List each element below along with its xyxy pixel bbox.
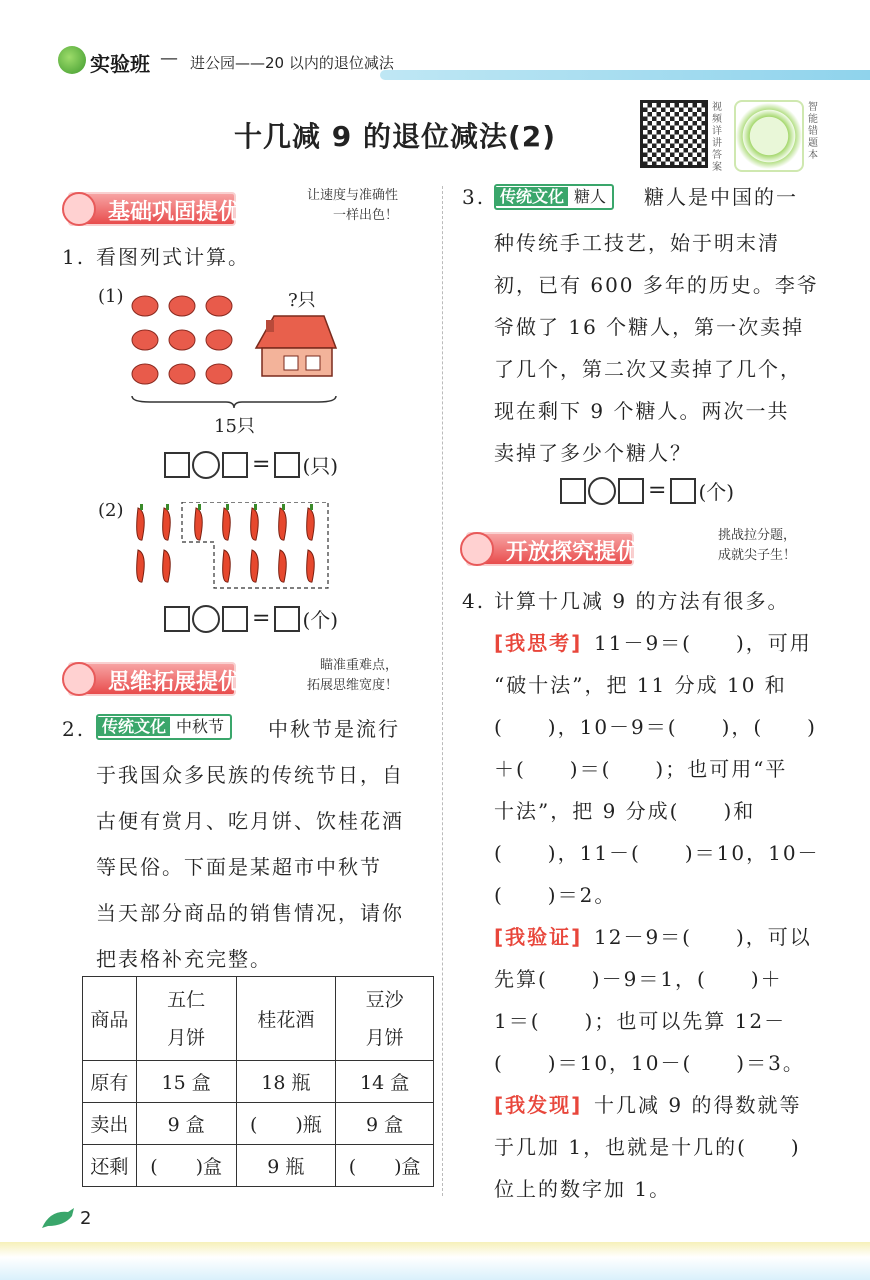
q4-text: 计算十几减 9 的方法有很多。 <box>494 589 790 613</box>
answer-box[interactable] <box>222 606 248 632</box>
table-cell: 9 瓶 <box>236 1145 336 1187</box>
page-number: 2 <box>80 1208 92 1229</box>
satellite-icon <box>460 532 494 566</box>
operator-circle[interactable] <box>588 477 616 505</box>
table-cell: 9 盒 <box>136 1103 236 1145</box>
think-line: ( )＝2。 <box>494 883 617 907</box>
page-header <box>0 40 870 84</box>
footer-decor-bar <box>0 1242 870 1280</box>
section-label: 思维拓展提优 <box>108 670 241 695</box>
column-divider <box>442 186 443 1196</box>
birds-picture <box>130 292 240 392</box>
q2-line: 当天部分商品的销售情况，请你 <box>96 901 404 925</box>
section-note: 挑战拉分题， 成就尖子生！ <box>717 528 796 563</box>
q1-part2-label: (2) <box>98 500 124 521</box>
think-label: [我思考] <box>494 631 583 655</box>
answer-box[interactable] <box>164 606 190 632</box>
q3-line: 初，已有 600 多年的历史。李爷 <box>494 273 819 297</box>
section-basic-header <box>68 188 428 226</box>
equals-sign: = <box>252 606 271 631</box>
think-line: ( )，10－9＝( )，( ) <box>494 715 817 739</box>
qr-caption-book: 智能错题本 <box>808 102 818 161</box>
verify-line: 先算( )－9＝1，( )＋ <box>494 967 783 991</box>
equals-sign: = <box>252 452 271 477</box>
q1-number: 1. <box>62 245 86 269</box>
table-row <box>83 1103 434 1145</box>
q2-line: 于我国众多民族的传统节日，自 <box>96 763 404 787</box>
q1-part1-label: (1) <box>98 286 124 307</box>
q3-tag: 传统文化 糖人 <box>494 184 614 210</box>
unit-label: (个) <box>302 608 339 632</box>
table-cell: 15 盒 <box>136 1061 236 1103</box>
operator-circle[interactable] <box>192 605 220 633</box>
verify-line: 1＝( )；也可以先算 12－ <box>494 1009 787 1033</box>
table-cell: 原有 <box>83 1061 137 1103</box>
q2-number: 2. <box>62 717 86 741</box>
q3-number: 3. <box>462 185 486 209</box>
sales-table <box>82 976 434 1187</box>
q3-equation <box>560 476 734 505</box>
q1-text: 看图列式计算。 <box>96 245 250 269</box>
table-row <box>83 1145 434 1187</box>
unit-label: (个) <box>698 480 735 504</box>
target-icon <box>62 192 96 226</box>
q2-line: 把表格补充完整。 <box>96 947 272 971</box>
answer-box[interactable] <box>274 452 300 478</box>
peppers-picture <box>130 502 330 592</box>
brace <box>130 394 338 410</box>
answer-box[interactable] <box>560 478 586 504</box>
section-label: 开放探究提优 <box>506 540 639 565</box>
table-cell: 18 瓶 <box>236 1061 336 1103</box>
section-thinking-header <box>68 658 428 696</box>
table-cell: 9 盒 <box>336 1103 434 1145</box>
q1-part1-total: 15只 <box>214 416 255 437</box>
header-subtitle: 进公园——20 以内的退位减法 <box>190 54 394 72</box>
verify-line: 12－9＝( )，可以 <box>594 925 812 949</box>
find-line: 十几减 9 的得数就等 <box>594 1093 802 1117</box>
section-open-header <box>466 528 826 566</box>
q3-line: 了几个，第二次又卖掉了几个， <box>494 357 802 381</box>
table-header-cell: 商品 <box>83 977 137 1061</box>
table-row <box>83 1061 434 1103</box>
answer-box[interactable] <box>670 478 696 504</box>
q2-line: 古便有赏月、吃月饼、饮桂花酒 <box>96 809 404 833</box>
answer-box[interactable] <box>274 606 300 632</box>
q3-line: 爷做了 16 个糖人，第一次卖掉 <box>494 315 805 339</box>
table-cell: 还剩 <box>83 1145 137 1187</box>
q3-line: 卖掉了多少个糖人？ <box>494 441 692 465</box>
q3-line: 糖人是中国的一 <box>644 185 798 209</box>
table-answer-cell[interactable]: ( )瓶 <box>236 1103 336 1145</box>
q1-part1-equation <box>164 450 338 479</box>
think-line: ＋( )＝( )；也可用“平 <box>494 757 788 781</box>
think-line: 11－9＝( )，可用 <box>594 631 812 655</box>
header-dash: — <box>160 48 178 69</box>
table-answer-cell[interactable]: ( )盒 <box>136 1145 236 1187</box>
header-brand: 实验班 <box>90 52 150 76</box>
table-header-cell: 桂花酒 <box>236 977 336 1061</box>
house-picture <box>254 312 338 378</box>
table-answer-cell[interactable]: ( )盒 <box>336 1145 434 1187</box>
operator-circle[interactable] <box>192 451 220 479</box>
q2-line: 中秋节是流行 <box>268 717 400 741</box>
answer-box[interactable] <box>222 452 248 478</box>
birds-icon <box>130 292 240 392</box>
q4-number: 4. <box>462 589 486 613</box>
page-title: 十几减 9 的退位减法(2) <box>233 120 557 153</box>
q2-tag: 传统文化 中秋节 <box>96 714 232 740</box>
think-line: “破十法”，把 11 分成 10 和 <box>494 673 787 697</box>
table-header-cell: 豆沙 月饼 <box>336 977 434 1061</box>
section-note: 瞄准重难点， 拓展思维宽度！ <box>306 658 398 693</box>
section-note: 让速度与准确性 一样出色！ <box>306 188 398 223</box>
section-label: 基础巩固提优 <box>108 200 241 225</box>
q1-part2-equation <box>164 604 338 633</box>
answer-box[interactable] <box>164 452 190 478</box>
think-line: ( )，11－( )＝10，10－ <box>494 841 820 865</box>
unit-label: (只) <box>302 454 339 478</box>
house-icon <box>254 312 338 378</box>
leaf-logo-icon <box>58 46 86 74</box>
equals-sign: = <box>648 478 667 503</box>
verify-line: ( )＝10，10－( )＝3。 <box>494 1051 805 1075</box>
find-label: [我发现] <box>494 1093 583 1117</box>
think-line: 十法”，把 9 分成( )和 <box>494 799 756 823</box>
q2-line: 等民俗。下面是某超市中秋节 <box>96 855 382 879</box>
ufo-icon <box>62 662 96 696</box>
header-decor-bar <box>380 70 870 80</box>
qr-caption-video: 视频详讲答案 <box>712 102 722 173</box>
table-cell: 卖出 <box>83 1103 137 1145</box>
q1-part1-question: ?只 <box>288 290 316 311</box>
peppers-icon <box>130 502 330 592</box>
answer-box[interactable] <box>618 478 644 504</box>
q3-line: 现在剩下 9 个糖人。两次一共 <box>494 399 790 423</box>
q3-line: 种传统手工技艺，始于明末清 <box>494 231 780 255</box>
table-header-cell: 五仁 月饼 <box>136 977 236 1061</box>
table-cell: 14 盒 <box>336 1061 434 1103</box>
find-line: 位上的数字加 1。 <box>494 1177 672 1201</box>
dolphin-icon <box>40 1206 76 1232</box>
find-line: 于几加 1，也就是十几的( ) <box>494 1135 801 1159</box>
qr-code-icon[interactable] <box>640 100 708 168</box>
mistake-book-qr-icon[interactable] <box>734 100 804 172</box>
verify-label: [我验证] <box>494 925 583 949</box>
